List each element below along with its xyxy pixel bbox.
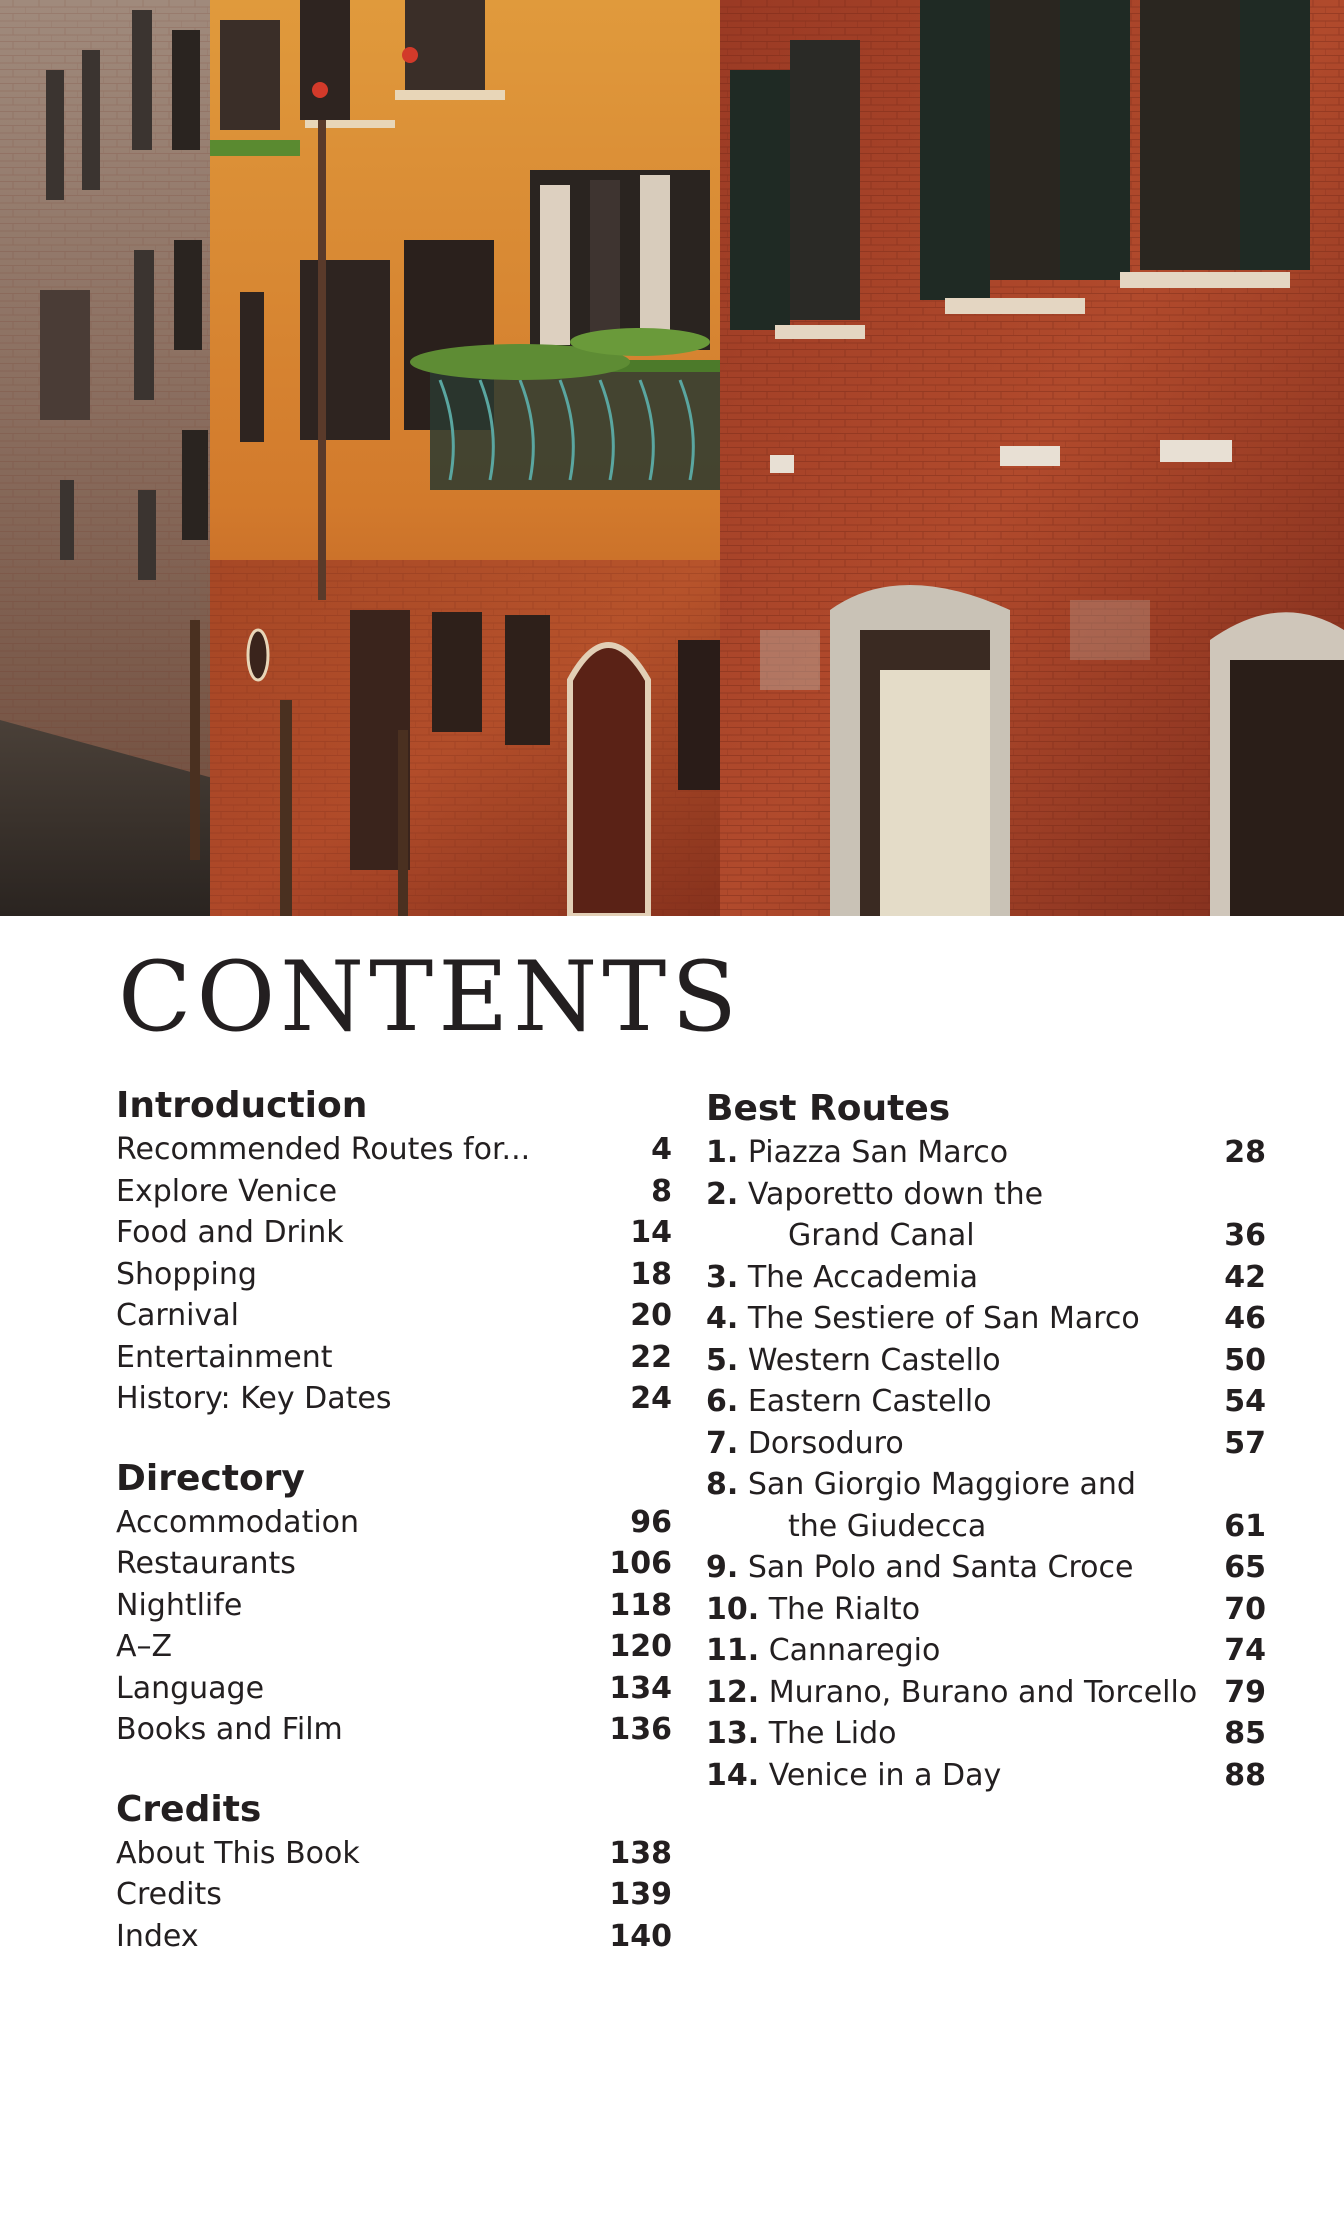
entry-label: Eastern Castello <box>747 1384 992 1419</box>
entry-label: Piazza San Marco <box>747 1135 1009 1170</box>
route-number: 9. <box>706 1550 739 1585</box>
route-number: 2. <box>706 1176 739 1212</box>
entry-page: 57 <box>1224 1425 1266 1461</box>
entry-label: San Giorgio Maggiore and <box>747 1467 1136 1502</box>
entry-page: 65 <box>1224 1550 1266 1585</box>
entry-page: 36 <box>1224 1218 1266 1253</box>
entry-page: 4 <box>651 1132 672 1167</box>
route-entry[interactable] <box>706 1547 1266 1589</box>
entry-label: Venice in a Day <box>768 1757 1002 1793</box>
entry-page: 14 <box>630 1215 672 1250</box>
entry-label: The Accademia <box>747 1259 978 1295</box>
entry-page: 106 <box>609 1546 672 1581</box>
entry-page: 96 <box>630 1504 672 1540</box>
entry-label: A–Z <box>116 1629 173 1664</box>
venice-canal-photo <box>0 0 1344 916</box>
route-entry[interactable] <box>706 1340 1266 1382</box>
entry-label: Accommodation <box>116 1504 360 1540</box>
route-number: 3. <box>706 1259 739 1295</box>
toc-entry[interactable] <box>116 1916 672 1958</box>
section-heading: Best Routes <box>706 1088 951 1129</box>
route-number: 4. <box>706 1301 739 1336</box>
toc-entry[interactable] <box>116 1254 672 1296</box>
toc-entry[interactable] <box>116 1212 672 1254</box>
entry-page: 22 <box>630 1339 672 1375</box>
route-entry[interactable] <box>706 1381 1266 1423</box>
entry-page: 88 <box>1224 1757 1266 1793</box>
route-entry[interactable] <box>706 1672 1266 1714</box>
entry-label-continued: Grand Canal <box>788 1218 975 1253</box>
route-number: 13. <box>706 1716 760 1751</box>
toc-entry[interactable] <box>116 1171 672 1213</box>
toc-entry[interactable] <box>116 1129 672 1171</box>
route-entry[interactable] <box>706 1174 1266 1257</box>
toc-entry[interactable] <box>116 1502 672 1544</box>
route-entry[interactable] <box>706 1132 1266 1174</box>
entry-page: 85 <box>1224 1716 1266 1751</box>
route-entry[interactable] <box>706 1630 1266 1672</box>
entry-label: San Polo and Santa Croce <box>747 1550 1134 1585</box>
entry-label: Restaurants <box>116 1546 296 1581</box>
toc-entry[interactable] <box>116 1585 672 1627</box>
entry-page: 118 <box>609 1587 672 1623</box>
route-number: 8. <box>706 1467 739 1502</box>
toc-list <box>116 1129 672 1420</box>
toc-entry[interactable] <box>116 1668 672 1710</box>
toc-entry[interactable] <box>116 1295 672 1337</box>
entry-page: 138 <box>609 1835 672 1871</box>
toc-entry[interactable] <box>116 1337 672 1379</box>
route-number: 1. <box>706 1135 739 1170</box>
entry-page: 54 <box>1224 1384 1266 1419</box>
entry-label-continued: the Giudecca <box>788 1508 987 1544</box>
entry-page: 24 <box>630 1381 672 1416</box>
entry-page: 50 <box>1224 1342 1266 1378</box>
entry-label: Credits <box>116 1877 222 1912</box>
entry-label: Recommended Routes for... <box>116 1132 531 1167</box>
entry-page: 28 <box>1224 1135 1266 1170</box>
route-number: 6. <box>706 1384 739 1419</box>
toc-list <box>116 1502 672 1751</box>
toc-list <box>116 1833 672 1958</box>
route-entry[interactable] <box>706 1589 1266 1631</box>
entry-label: About This Book <box>116 1835 360 1871</box>
entry-label: Books and Film <box>116 1712 343 1747</box>
entry-label: Dorsoduro <box>747 1425 904 1461</box>
entry-page: 120 <box>609 1629 672 1664</box>
entry-label: Western Castello <box>747 1342 1001 1378</box>
section-heading: Directory <box>116 1457 305 1499</box>
section-best-routes <box>706 1086 1266 1796</box>
toc-right-column <box>706 1086 1266 1832</box>
section-heading: Introduction <box>116 1085 368 1126</box>
toc-entry[interactable] <box>116 1874 672 1916</box>
entry-label: Index <box>116 1918 199 1954</box>
entry-page: 79 <box>1224 1674 1266 1710</box>
entry-label: The Lido <box>768 1716 897 1751</box>
entry-label: Cannaregio <box>768 1633 941 1668</box>
route-entry[interactable] <box>706 1464 1266 1547</box>
entry-page: 134 <box>609 1670 672 1706</box>
entry-page: 42 <box>1224 1259 1266 1295</box>
route-number: 14. <box>706 1757 760 1793</box>
entry-page: 8 <box>651 1173 672 1209</box>
entry-page: 46 <box>1224 1301 1266 1336</box>
entry-label: Language <box>116 1670 265 1706</box>
page-title: CONTENTS <box>118 941 743 1053</box>
route-entry[interactable] <box>706 1423 1266 1465</box>
entry-label: Food and Drink <box>116 1215 344 1250</box>
section-credits <box>116 1787 672 1958</box>
entry-page: 140 <box>609 1918 672 1954</box>
entry-label: Vaporetto down the <box>747 1176 1044 1212</box>
route-entry[interactable] <box>706 1257 1266 1299</box>
entry-page: 74 <box>1224 1633 1266 1668</box>
toc-entry[interactable] <box>116 1543 672 1585</box>
entry-page: 136 <box>609 1712 672 1747</box>
entry-label: Murano, Burano and Torcello <box>768 1674 1198 1710</box>
route-number: 10. <box>706 1591 760 1627</box>
route-number: 7. <box>706 1425 739 1461</box>
toc-entry[interactable] <box>116 1378 672 1420</box>
entry-label: Nightlife <box>116 1587 243 1623</box>
entry-page: 70 <box>1224 1591 1266 1627</box>
entry-label: Shopping <box>116 1256 257 1292</box>
route-number: 5. <box>706 1342 739 1378</box>
entry-label: The Rialto <box>768 1591 921 1627</box>
toc-entry[interactable] <box>116 1626 672 1668</box>
entry-label: The Sestiere of San Marco <box>747 1301 1140 1336</box>
toc-entry[interactable] <box>116 1709 672 1751</box>
entry-label: History: Key Dates <box>116 1381 392 1416</box>
entry-label: Carnival <box>116 1298 239 1333</box>
section-directory <box>116 1456 672 1751</box>
entry-label: Explore Venice <box>116 1173 338 1209</box>
route-entry[interactable] <box>706 1713 1266 1755</box>
entry-page: 61 <box>1224 1508 1266 1544</box>
entry-page: 18 <box>630 1256 672 1292</box>
toc-entry[interactable] <box>116 1833 672 1875</box>
toc-list <box>706 1132 1266 1796</box>
section-heading: Credits <box>116 1788 262 1830</box>
toc-left-column <box>116 1083 672 1993</box>
entry-page: 139 <box>609 1877 672 1912</box>
route-number: 11. <box>706 1633 760 1668</box>
route-number: 12. <box>706 1674 760 1710</box>
entry-label: Entertainment <box>116 1339 333 1375</box>
entry-page: 20 <box>630 1298 672 1333</box>
route-entry[interactable] <box>706 1298 1266 1340</box>
section-introduction <box>116 1083 672 1420</box>
route-entry[interactable] <box>706 1755 1266 1797</box>
